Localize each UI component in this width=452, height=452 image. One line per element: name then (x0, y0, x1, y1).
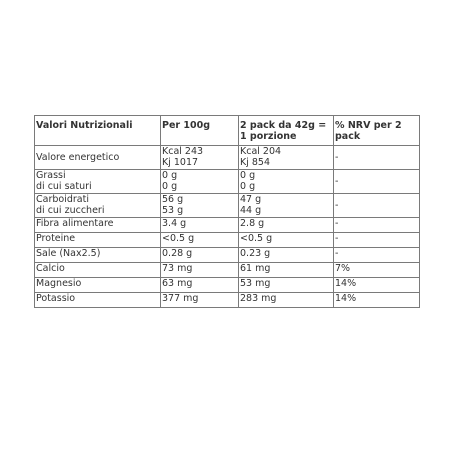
table-row (35, 293, 420, 308)
per-100g-cell: 3.4 g (161, 218, 239, 233)
table-row (35, 233, 420, 248)
cell-line: di cui zuccheri (36, 205, 105, 216)
cell-line: 0 g (162, 181, 178, 192)
header-nutrients: Valori Nutrizionali (35, 116, 161, 146)
nutrient-name: Magnesio (35, 278, 161, 293)
header-row (35, 116, 420, 146)
cell-line: 53 g (162, 205, 184, 216)
portion-cell (239, 170, 334, 194)
nutrient-name: Calcio (35, 263, 161, 278)
per-100g-cell (161, 170, 239, 194)
header-per-100g: Per 100g (161, 116, 239, 146)
nutrition-table (34, 115, 420, 308)
nrv-cell: - (334, 170, 420, 194)
cell-line: 56 g (162, 194, 184, 205)
table-row (35, 218, 420, 233)
table-row (35, 194, 420, 218)
nrv-cell: - (334, 194, 420, 218)
nutrient-name: Sale (Nax2.5) (35, 248, 161, 263)
table-row (35, 170, 420, 194)
per-100g-cell: <0.5 g (161, 233, 239, 248)
cell-line: di cui saturi (36, 181, 92, 192)
nutrient-name: Fibra alimentare (35, 218, 161, 233)
cell-line: 0 g (162, 170, 178, 181)
per-100g-cell (161, 146, 239, 170)
nutrient-name: Potassio (35, 293, 161, 308)
table-row (35, 278, 420, 293)
header-nrv: % NRV per 2 pack (334, 116, 420, 146)
cell-line: Kj 1017 (162, 157, 199, 168)
cell-line: Kcal 204 (240, 146, 282, 157)
portion-cell: 53 mg (239, 278, 334, 293)
portion-cell: 61 mg (239, 263, 334, 278)
cell-line: 47 g (240, 194, 262, 205)
portion-cell (239, 194, 334, 218)
cell-line: 44 g (240, 205, 262, 216)
cell-line: Kcal 243 (162, 146, 204, 157)
per-100g-cell (161, 194, 239, 218)
portion-cell: 2.8 g (239, 218, 334, 233)
nutrient-name (35, 146, 161, 170)
header-portion: 2 pack da 42g = 1 porzione (239, 116, 334, 146)
portion-cell: <0.5 g (239, 233, 334, 248)
cell-line: 0 g (240, 181, 256, 192)
table-row (35, 263, 420, 278)
portion-cell: 0.23 g (239, 248, 334, 263)
nutrient-name (35, 194, 161, 218)
cell-line: Grassi (36, 170, 66, 181)
cell-line: Carboidrati (36, 194, 89, 205)
per-100g-cell: 73 mg (161, 263, 239, 278)
cell-line: 0 g (240, 170, 256, 181)
cell-line: Valore energetico (36, 152, 120, 163)
nrv-cell: 14% (334, 293, 420, 308)
nrv-cell: - (334, 248, 420, 263)
nutrient-name (35, 170, 161, 194)
nrv-cell: 14% (334, 278, 420, 293)
nrv-cell: - (334, 233, 420, 248)
portion-cell (239, 146, 334, 170)
nutrient-name: Proteine (35, 233, 161, 248)
per-100g-cell: 63 mg (161, 278, 239, 293)
nrv-cell: 7% (334, 263, 420, 278)
nrv-cell: - (334, 218, 420, 233)
table-row (35, 248, 420, 263)
table-row (35, 146, 420, 170)
cell-line: Kj 854 (240, 157, 271, 168)
portion-cell: 283 mg (239, 293, 334, 308)
per-100g-cell: 0.28 g (161, 248, 239, 263)
nrv-cell: - (334, 146, 420, 170)
per-100g-cell: 377 mg (161, 293, 239, 308)
